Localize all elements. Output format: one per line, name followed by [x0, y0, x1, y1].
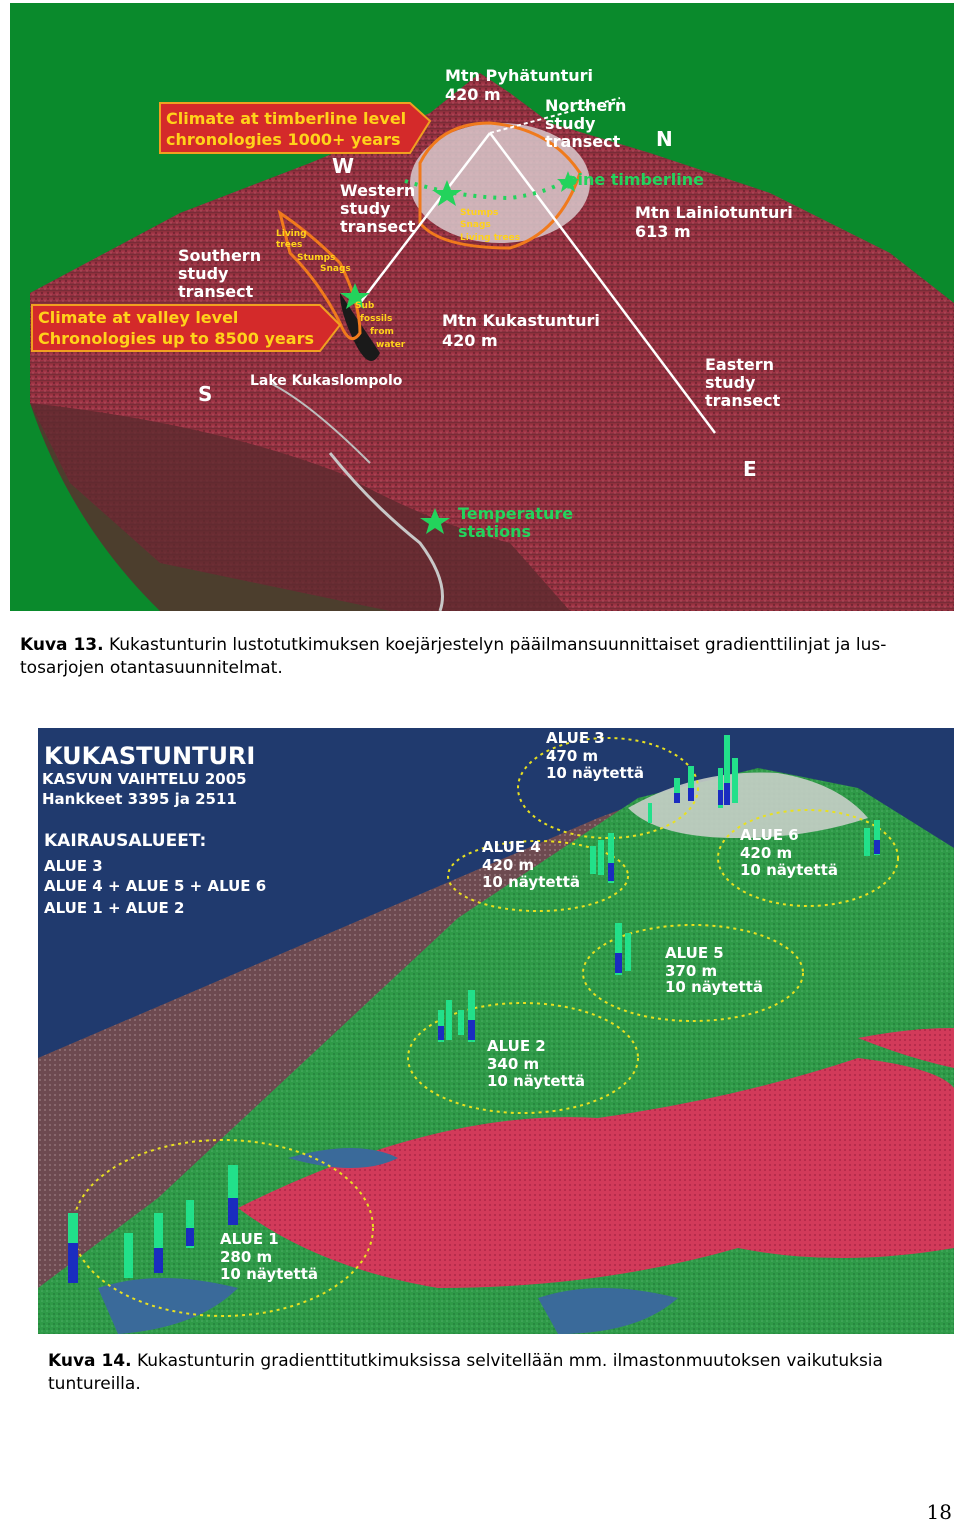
svg-text:10 näytettä: 10 näytettä	[665, 978, 764, 996]
eastern-transect-label: Eastern	[705, 355, 775, 374]
svg-text:chronologies 1000+ years: chronologies 1000+ years	[166, 130, 401, 149]
map-subtitle: KASVUN VAIHTELU 2005	[42, 770, 247, 788]
lake-label: Lake Kukaslompolo	[250, 373, 403, 389]
svg-text:transect: transect	[340, 217, 416, 236]
caption-text: Kukastunturin gradienttitutkimuksissa selvitellään mm. ilmastonmuutoksen vaikutuksia tuntureilla.	[48, 1351, 883, 1394]
areas-heading: KAIRAUSALUEET:	[44, 831, 207, 851]
svg-text:transect: transect	[178, 282, 254, 301]
svg-text:stations: stations	[458, 522, 532, 541]
svg-text:fossils: fossils	[360, 314, 393, 324]
svg-text:10 näytettä: 10 näytettä	[487, 1072, 586, 1090]
sampling-map-image	[38, 728, 954, 1334]
svg-text:420 m: 420 m	[445, 85, 501, 104]
svg-text:ALUE 1: ALUE 1	[220, 1230, 279, 1248]
svg-text:Stumps: Stumps	[297, 253, 336, 263]
svg-text:water: water	[376, 340, 406, 350]
svg-text:study: study	[705, 373, 756, 392]
svg-text:study: study	[545, 114, 596, 133]
figure-14-sampling-areas-map	[38, 728, 954, 1334]
climate-timberline-callout	[160, 103, 430, 153]
svg-text:10 näytettä: 10 näytettä	[220, 1265, 319, 1283]
svg-text:study: study	[340, 199, 391, 218]
pine-timberline-label: pine timberline	[566, 170, 704, 189]
west-label: W	[332, 154, 355, 178]
areas-item: ALUE 1 + ALUE 2	[44, 899, 185, 917]
svg-text:Snags: Snags	[320, 264, 351, 274]
page-number: 18	[926, 1500, 952, 1524]
northern-transect-label: Northern	[545, 96, 627, 115]
svg-text:Living trees: Living trees	[460, 233, 521, 243]
temperature-stations-label: Temperature	[458, 504, 574, 523]
svg-text:transect: transect	[705, 391, 781, 410]
svg-text:from: from	[370, 327, 394, 337]
svg-text:10 näytettä: 10 näytettä	[482, 873, 581, 891]
svg-text:10 näytettä: 10 näytettä	[546, 764, 645, 782]
svg-text:470 m: 470 m	[546, 747, 599, 765]
svg-text:613 m: 613 m	[635, 222, 691, 241]
mtn-pyhatunturi-label: Mtn Pyhätunturi	[445, 66, 594, 85]
east-label: E	[743, 457, 757, 481]
svg-text:study: study	[178, 264, 229, 283]
sub-fossils-label: Sub	[355, 301, 375, 311]
areas-item: ALUE 4 + ALUE 5 + ALUE 6	[44, 877, 267, 895]
terrain-map-image	[10, 3, 954, 611]
figure-14-caption	[48, 1350, 948, 1396]
svg-text:280 m: 280 m	[220, 1248, 273, 1266]
figure-13-terrain-map	[10, 3, 954, 611]
mtn-kukastunturi-label: Mtn Kukastunturi	[442, 311, 600, 330]
svg-text:Snags: Snags	[460, 220, 491, 230]
caption-text: Kukastunturin lustotutkimuksen koejärjestelyn pääilmansuunnittaiset gradienttilinjat ja lus-tosarjojen otantasuunnitelmat.	[20, 635, 887, 678]
figure-14-legend	[42, 742, 266, 917]
svg-text:ALUE 3: ALUE 3	[546, 729, 605, 747]
zone-label-alue-3	[546, 729, 644, 782]
southern-transect-label: Southern	[178, 246, 262, 265]
svg-text:420 m: 420 m	[482, 856, 535, 874]
svg-text:420 m: 420 m	[740, 844, 793, 862]
caption-label: Kuva 13.	[20, 635, 104, 655]
svg-text:ALUE 4: ALUE 4	[482, 838, 541, 856]
svg-text:Stumps: Stumps	[460, 208, 499, 218]
svg-text:ALUE 6: ALUE 6	[740, 826, 799, 844]
svg-text:Living: Living	[276, 229, 307, 239]
svg-text:Chronologies up to 8500 years: Chronologies up to 8500 years	[38, 329, 314, 348]
svg-text:10 näytettä: 10 näytettä	[740, 861, 839, 879]
areas-item: ALUE 3	[44, 857, 103, 875]
svg-text:420 m: 420 m	[442, 331, 498, 350]
svg-text:trees: trees	[276, 240, 303, 250]
projects-label: Hankkeet 3395 ja 2511	[42, 790, 237, 808]
svg-text:Climate at valley level: Climate at valley level	[38, 308, 239, 327]
western-transect-label: Western	[340, 181, 416, 200]
south-label: S	[198, 382, 213, 406]
svg-text:ALUE 5: ALUE 5	[665, 944, 724, 962]
map-title: KUKASTUNTURI	[44, 742, 256, 770]
svg-text:Climate at timberline level: Climate at timberline level	[166, 109, 407, 128]
mtn-lainiotunturi-label: Mtn Lainiotunturi	[635, 203, 793, 222]
svg-text:transect: transect	[545, 132, 621, 151]
caption-label: Kuva 14.	[48, 1351, 132, 1371]
svg-text:ALUE 2: ALUE 2	[487, 1037, 546, 1055]
climate-valley-callout	[32, 305, 340, 351]
svg-text:370 m: 370 m	[665, 962, 718, 980]
svg-text:340 m: 340 m	[487, 1055, 540, 1073]
figure-13-caption	[20, 634, 940, 680]
north-label: N	[656, 127, 673, 151]
